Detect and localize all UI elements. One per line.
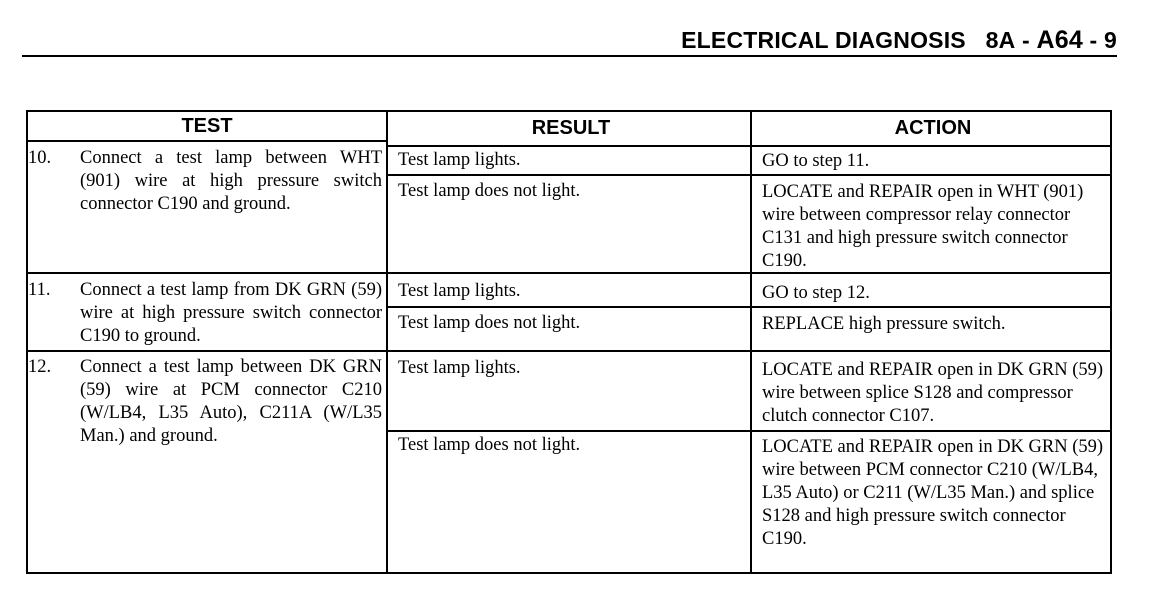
column-divider (750, 112, 752, 572)
test-description: Connect a test lamp between DK GRN (59) wire at PCM connector C210 (W/LB4, L35 Auto), C211A (W/L35 Man.) and ground. (80, 357, 382, 446)
row-divider (388, 174, 1110, 176)
row-divider (28, 140, 388, 142)
row-divider (388, 306, 1110, 308)
test-step-11 (28, 279, 382, 348)
page-number: 9 (1104, 27, 1117, 53)
step-number: 12. (28, 357, 52, 377)
result-cell: Test lamp lights. (398, 150, 521, 170)
action-cell: LOCATE and REPAIR open in DK GRN (59) wire between splice S128 and compressor clutch connector C107. (762, 360, 1104, 426)
header-title: ELECTRICAL DIAGNOSIS 8A - A64 - 9 (681, 26, 1117, 54)
action-cell: LOCATE and REPAIR open in DK GRN (59) wire between PCM connector C210 (W/LB4, L35 Auto) or C211 (W/L35 Man.) and splice S128 and high pressure switch connector C190. (762, 437, 1104, 549)
result-cell: Test lamp lights. (398, 281, 521, 301)
column-header-result: RESULT (531, 117, 611, 139)
test-step-12 (28, 356, 382, 448)
column-header-action: ACTION (894, 117, 972, 139)
step-number: 11. (28, 280, 51, 300)
test-description: Connect a test lamp from DK GRN (59) wire at high pressure switch connector C190 to ground. (80, 280, 382, 346)
column-header-test: TEST (181, 115, 233, 137)
action-cell: GO to step 12. (762, 283, 870, 303)
result-cell: Test lamp does not light. (398, 435, 581, 455)
row-divider (388, 430, 1110, 432)
section-code: A64 (1036, 26, 1083, 54)
step-number: 10. (28, 148, 52, 168)
action-cell: GO to step 11. (762, 151, 870, 171)
result-cell: Test lamp does not light. (398, 181, 581, 201)
page-header (22, 26, 1117, 56)
result-cell: Test lamp does not light. (398, 313, 581, 333)
header-rule (22, 55, 1117, 57)
result-cell: Test lamp lights. (398, 358, 521, 378)
row-divider (388, 145, 1110, 147)
row-divider (28, 350, 1110, 352)
diagnosis-table (26, 110, 1112, 574)
action-cell: REPLACE high pressure switch. (762, 314, 1006, 334)
column-divider (386, 112, 388, 572)
chapter-number: 8A (985, 27, 1016, 53)
section-title: ELECTRICAL DIAGNOSIS (681, 27, 966, 53)
test-description: Connect a test lamp between WHT (901) wire at high pressure switch connector C190 and ground. (80, 148, 382, 214)
action-cell: LOCATE and REPAIR open in WHT (901) wire between compressor relay connector C131 and high pressure switch connector C190. (762, 182, 1084, 271)
test-step-10 (28, 147, 382, 216)
